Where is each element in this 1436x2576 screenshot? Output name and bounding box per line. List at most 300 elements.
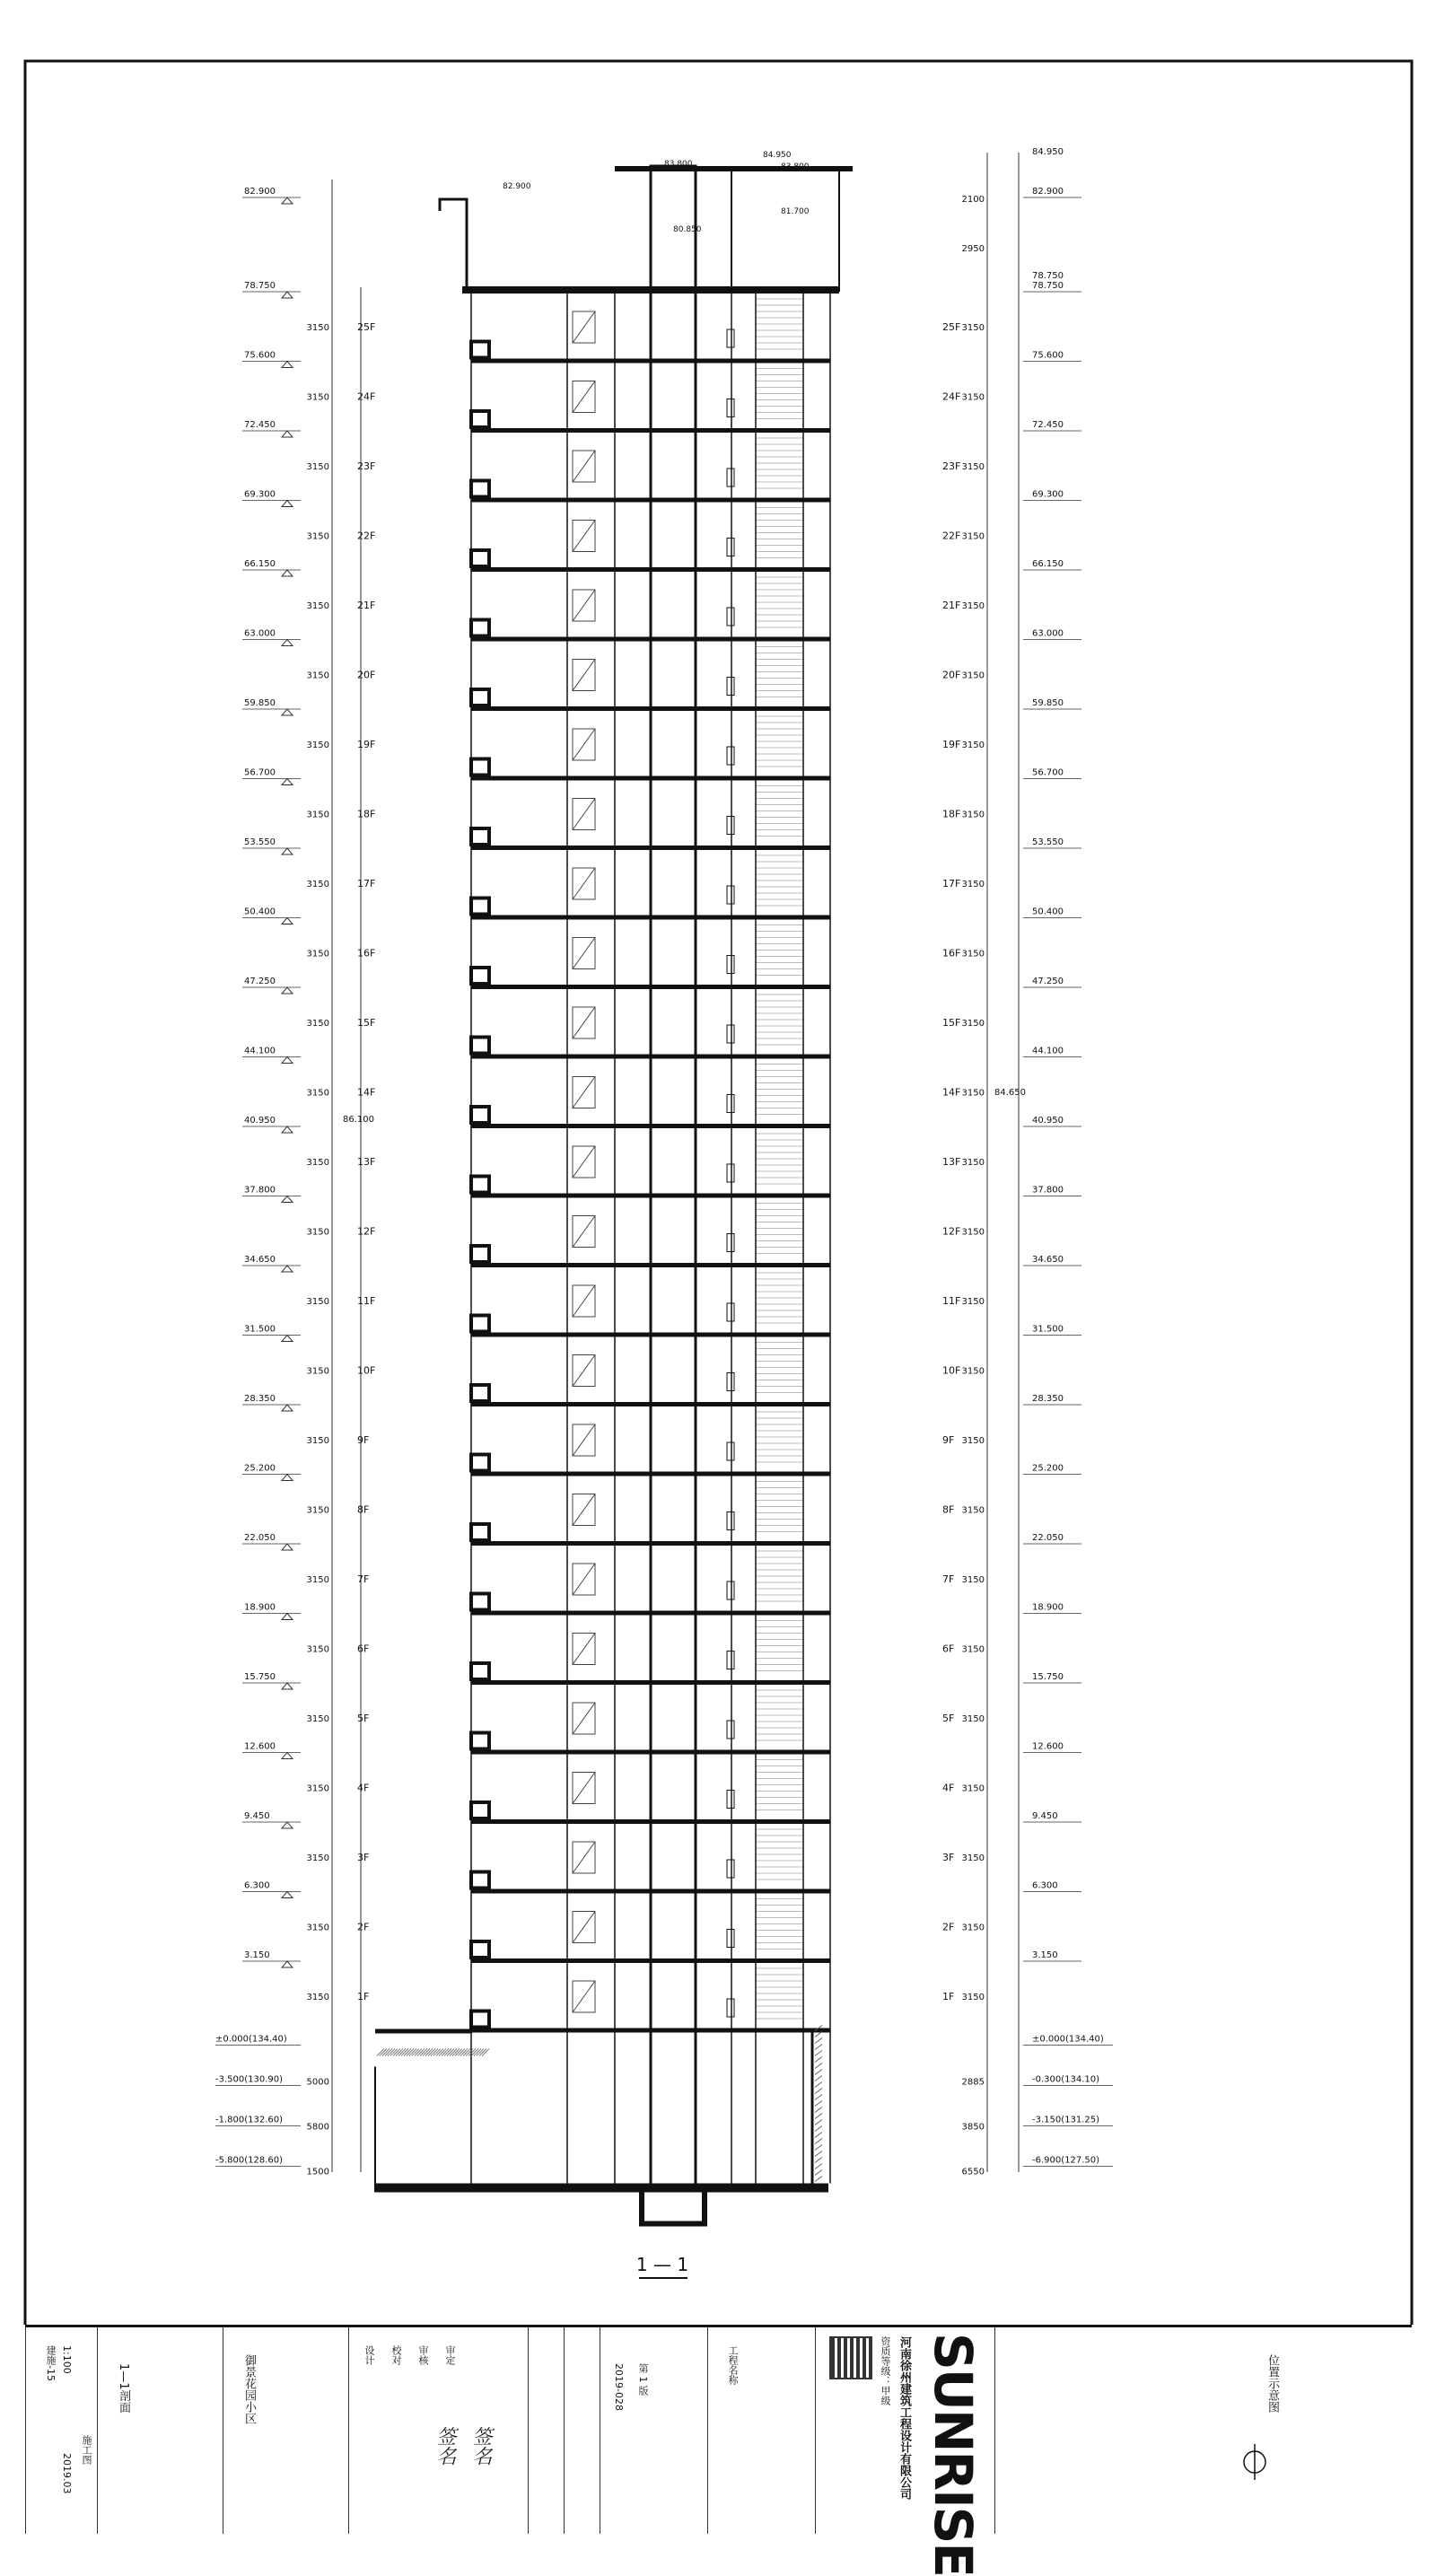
elevation-label-left: 25.200 [244,1463,276,1474]
door-swing [573,451,595,482]
floor-dimension-right: 3150 [961,1574,985,1585]
balcony [471,898,489,915]
floor-label-right: 4F [942,1782,955,1794]
elevation-label-left: 47.250 [244,977,276,986]
elevation-label-left: 50.400 [244,907,276,917]
roof-level-label: 81.700 [781,207,810,216]
door-swing [573,799,595,830]
floor-label-left: 14F [357,1086,376,1099]
door-swing [573,1007,595,1038]
qr-code-icon [829,2336,872,2379]
door-swing [573,311,595,343]
floor-label-right: 22F [942,530,961,542]
floor-dimension-left: 3150 [306,1296,329,1307]
elevation-label-right: 25.200 [1032,1463,1064,1474]
balcony [471,759,489,775]
floor-dimension-right: 3150 [961,531,985,542]
ground-hatch [815,2151,822,2157]
balcony [471,620,489,636]
elevation-marker [282,1892,293,1898]
elevation-label-left: 44.100 [244,1046,276,1056]
ground-hatch [815,2063,822,2069]
floor-label-left: 13F [357,1155,376,1168]
elevation-label-right: 6.300 [1032,1880,1058,1891]
floor-dimension-left: 3150 [306,879,329,889]
elevation-marker [282,1822,293,1828]
balcony [471,689,489,705]
floor-dimension-left: 3150 [306,1366,329,1377]
floor-label-left: 18F [357,808,376,820]
elevation-marker [282,709,293,715]
window [727,817,734,835]
elevation-marker [282,1544,293,1550]
floor-label-right: 17F [942,877,961,889]
signature-1: 签名 [433,2426,456,2466]
ground-hatch [815,2095,822,2100]
window [727,1791,734,1809]
floor-dimension-left: 3150 [306,1157,329,1168]
window [727,1721,734,1739]
elevation-label-right: 34.650 [1032,1255,1064,1265]
balcony [471,1316,489,1332]
floor-dimension-left: 3150 [306,1783,329,1794]
elevation-label-left: 37.800 [244,1185,276,1196]
date: 2019.03 [61,2453,73,2494]
elevation-marker [282,1405,293,1411]
elevation-label-right: 75.600 [1032,350,1064,361]
floor-label-right: 16F [942,947,961,959]
elevation-label-right: 47.250 [1032,977,1064,986]
elevation-label-left: 34.650 [244,1255,276,1265]
balcony [471,1524,489,1540]
window [727,1373,734,1391]
floor-dimension-right: 3150 [961,1923,985,1933]
floor-dimension-right: 3150 [961,810,985,820]
elevation-marker [282,1057,293,1064]
elevation-marker [282,1266,293,1272]
balcony [471,550,489,566]
ground-hatch [815,2089,822,2094]
ground-hatch [815,2107,822,2113]
window [727,539,734,556]
reviewer-label: 审核 [417,2345,429,2365]
floor-label-right: 21F [942,599,961,611]
balcony [471,1107,489,1123]
floor-label-right: 2F [942,1921,955,1933]
ground-hatch [815,2051,822,2056]
window [727,1930,734,1948]
ground-hatch [815,2126,822,2132]
floor-label-right: 8F [942,1503,955,1516]
elevation-label-left: 78.750 [244,281,276,291]
basement-dimension-left: 5000 [306,2077,329,2088]
roof-level-label: 84.950 [763,151,792,160]
elevation-marker [282,848,293,854]
window [727,1303,734,1321]
ground-hatch [815,2045,822,2050]
window [727,956,734,974]
door-swing [573,590,595,621]
door-swing [573,1634,595,1665]
floor-label-left: 21F [357,599,376,611]
elevation-label-left: 3.150 [244,1950,270,1960]
floor-dimension-right: 3150 [961,322,985,333]
sheet-border [25,61,1412,2325]
balcony [471,1663,489,1679]
floor-dimension-left: 3150 [306,1923,329,1933]
floor-label-right: 15F [942,1016,961,1029]
elevation-label-right: 3.150 [1032,1950,1058,1960]
floor-label-left: 15F [357,1016,376,1029]
elevation-label-right: 9.450 [1032,1811,1058,1821]
roof-level-label: 83.800 [664,160,693,169]
balcony [471,342,489,358]
drawing-no: 建施-15 [45,2345,57,2381]
elevation-label-right: 37.800 [1032,1185,1064,1196]
basement-level-right: -3.150(131.25) [1032,2115,1100,2125]
balcony [471,1177,489,1193]
elevation-marker [282,1961,293,1967]
elevation-label-right: 82.900 [1032,187,1064,197]
window [727,1025,734,1043]
phase: 施工图 [81,2435,92,2465]
ground-hatch [815,2133,822,2138]
door-swing [573,1424,595,1456]
floor-dimension-left: 3150 [306,322,329,333]
basement-dimension-left: 1500 [306,2167,329,2177]
floor-label-right: 5F [942,1712,955,1724]
elevation-label-left: 53.550 [244,837,276,847]
elevation-label-left: 22.050 [244,1533,276,1543]
elevation-label-right: 40.950 [1032,1116,1064,1126]
floor-label-right: 11F [942,1294,961,1307]
floor-label-right: 3F [942,1851,955,1863]
elevation-marker [282,431,293,437]
elevation-label-right: 44.100 [1032,1046,1064,1056]
ground-hatch [815,2139,822,2144]
floor-dimension-left: 3150 [306,949,329,959]
floor-dimension-right: 3150 [961,1088,985,1099]
window [727,678,734,696]
building-section [375,166,853,2224]
balcony [471,1455,489,1471]
door-swing [573,729,595,760]
project-no: 2019-028 [613,2363,625,2411]
ground-hatch [815,2101,822,2107]
drawing-title: 1—1剖面 [117,2363,130,2414]
basement-level-right: ±0.000(134.40) [1032,2034,1104,2045]
door-swing [573,1703,595,1734]
floor-dimension-left: 3150 [306,1018,329,1029]
floor-dimension-right: 3150 [961,1018,985,1029]
roof-dimension-right: 2950 [961,244,985,254]
balcony [471,1941,489,1958]
floor-label-left: 23F [357,460,376,472]
ground-hatch [815,2114,822,2119]
window [727,608,734,626]
floor-dimension-left: 3150 [306,1713,329,1724]
floor-dimension-left: 3150 [306,531,329,542]
balcony [471,1733,489,1749]
door-swing [573,660,595,691]
roof-top-slab [615,166,853,171]
window [727,1652,734,1669]
floor-label-left: 1F [357,1990,370,2002]
basement-level-left: -1.800(132.60) [215,2115,284,2125]
basement-slab [375,2184,828,2193]
elevation-label-right: 53.550 [1032,837,1064,847]
project-name: 御景花园小区 [242,2354,256,2424]
elevation-label-right: 66.150 [1032,559,1064,569]
balcony [471,481,489,497]
ground-hatch [815,2158,822,2163]
floor-dimension-right: 3150 [961,392,985,403]
elevation-marker [282,1683,293,1689]
basement-dimension-left: 5800 [306,2122,329,2133]
window [727,469,734,486]
balcony [471,1385,489,1401]
window [727,1164,734,1182]
floor-dimension-left: 3150 [306,1574,329,1585]
elevation-label-left: 75.600 [244,350,276,361]
elevation-label-right: 22.050 [1032,1533,1064,1543]
ground-hatch [815,2170,822,2176]
elevation-marker [282,362,293,368]
window [727,1860,734,1878]
floor-dimension-left: 3150 [306,1088,329,1099]
floor-dimension-left: 3150 [306,1644,329,1655]
basement-dimension-right: 3850 [961,2122,985,2133]
elevation-marker [282,292,293,298]
floor-label-right: 6F [942,1643,955,1655]
basement-dimension-right: 6550 [961,2167,985,2177]
elevation-label-right: 50.400 [1032,907,1064,917]
floor-label-left: 7F [357,1573,370,1585]
door-swing [573,1285,595,1317]
balcony [471,1594,489,1610]
floor-dimension-left: 3150 [306,1227,329,1238]
floor-dimension-right: 3150 [961,1853,985,1863]
floor-label-right: 1F [942,1990,955,2002]
elevation-label-right: 59.850 [1032,698,1064,708]
elevation-marker [282,640,293,646]
balcony [471,828,489,845]
title-block [25,2325,1412,2576]
window [727,1234,734,1252]
ground-hatch [815,2177,822,2182]
door-swing [573,1981,595,2012]
floor-dimension-right: 3150 [961,1505,985,1516]
floor-label-left: 6F [357,1643,370,1655]
project-label: 工程名称 [727,2345,739,2385]
elevation-label-left: 9.450 [244,1811,270,1821]
ground-hatch [815,2120,822,2125]
elevation-label-right: 69.300 [1032,489,1064,500]
floor-label-right: 23F [942,460,961,472]
elevation-label-right: 15.750 [1032,1672,1064,1682]
roof-level-right: 78.750 [1032,271,1064,281]
door-swing [573,1842,595,1873]
window [727,886,734,904]
floor-label-left: 9F [357,1433,370,1446]
floor-dimension-right: 3150 [961,600,985,611]
door-swing [573,1494,595,1526]
door-swing [573,1773,595,1804]
elevation-marker [282,1614,293,1620]
ground-hatch [815,2070,822,2075]
basement-level-right: -0.300(134.10) [1032,2074,1100,2085]
key-plan-label: 位置示意图 [1265,2354,1279,2413]
roof-level-label: 83.800 [781,162,810,171]
window [727,1512,734,1530]
window [727,329,734,347]
elevation-marker [282,987,293,994]
floor-label-left: 2F [357,1921,370,1933]
elevation-label-left: 69.300 [244,489,276,500]
elevation-label-left: 15.750 [244,1672,276,1682]
door-swing [573,1912,595,1943]
floor-label-left: 12F [357,1225,376,1238]
balcony [471,1038,489,1054]
dimension-lines [332,153,1019,2172]
elevation-label-right: 78.750 [1032,281,1064,291]
basement-level-left: ±0.000(134.40) [215,2034,287,2045]
window [727,1999,734,2017]
floor-label-right: 20F [942,669,961,681]
elevation-label-left: 63.000 [244,628,276,639]
floor-dimension-left: 3150 [306,600,329,611]
floor-dimension-right: 3150 [961,1992,985,2002]
floor-dimension-right: 3150 [961,1296,985,1307]
elevation-marker [282,570,293,576]
floor-label-left: 10F [357,1364,376,1377]
door-swing [573,868,595,899]
elevation-marker [282,1753,293,1759]
roof-level-label: 82.900 [503,182,531,191]
elevation-label-left: 56.700 [244,767,276,778]
elevation-label-right: 63.000 [1032,628,1064,639]
door-swing [573,521,595,552]
parapet-left [440,199,467,292]
company-name: 河南徐州建筑工程设计有限公司 [898,2336,911,2500]
floor-label-right: 13F [942,1155,961,1168]
door-swing [573,938,595,969]
door-swing [573,1077,595,1108]
elevation-labels [215,147,1113,2177]
elevation-marker [282,918,293,924]
balcony [471,968,489,984]
floor-dimension-right: 3150 [961,1157,985,1168]
scale: 1:100 [61,2345,73,2374]
elevation-marker [282,501,293,507]
signature-2: 签名 [469,2426,492,2466]
floor-dimension-left: 3150 [306,1435,329,1446]
floor-label-right: 25F [942,320,961,333]
elevation-label-right: 72.450 [1032,420,1064,430]
elevation-marker [282,1126,293,1133]
checker-label: 校对 [390,2345,402,2365]
floor-label-left: 16F [357,947,376,959]
window [727,399,734,417]
floor-label-left: 8F [357,1503,370,1516]
floor-dimension-right: 3150 [961,1713,985,1724]
floor-label-left: 22F [357,530,376,542]
floor-label-right: 9F [942,1433,955,1446]
ground-slab-left [375,2029,472,2034]
floor-label-left: 3F [357,1851,370,1863]
floor-label-left: 17F [357,877,376,889]
floor-dimension-left: 3150 [306,740,329,750]
floor-dimension-right: 3150 [961,1366,985,1377]
door-swing [573,1355,595,1387]
balcony [471,1246,489,1262]
total-height-right: 84.650 [994,1088,1026,1098]
elevation-label-right: 56.700 [1032,767,1064,778]
floor-label-left: 25F [357,320,376,333]
total-height-left: 86.100 [343,1115,374,1125]
elevation-label-right: 28.350 [1032,1394,1064,1404]
roof-level-label: 80.850 [673,225,702,234]
elevation-label-left: 66.150 [244,559,276,569]
roof-level-right: 84.950 [1032,147,1064,157]
floor-label-right: 24F [942,390,961,403]
floor-label-left: 4F [357,1782,370,1794]
elevation-label-right: 12.600 [1032,1741,1064,1752]
elevation-label-left: 31.500 [244,1324,276,1335]
door-swing [573,1146,595,1178]
designer-label: 设计 [363,2345,375,2365]
door-swing [573,1216,595,1248]
basement-level-left: -3.500(130.90) [215,2074,284,2085]
window [727,747,734,765]
floor-dimension-right: 3150 [961,740,985,750]
floor-label-right: 18F [942,808,961,820]
floor-dimension-right: 3150 [961,461,985,472]
door-swing [573,1564,595,1595]
window [727,1442,734,1460]
floor-label-left: 20F [357,669,376,681]
floor-dimension-left: 3150 [306,670,329,681]
floor-dimension-right: 3150 [961,879,985,889]
elevation-label-left: 12.600 [244,1741,276,1752]
elevation-marker [282,1475,293,1481]
company-logo: SUNRISE [923,2333,984,2576]
ground-hatch [815,2038,822,2044]
basement-level-left: -5.800(128.60) [215,2155,284,2166]
floor-dimension-left: 3150 [306,392,329,403]
floor-label-right: 19F [942,738,961,750]
floor-dimension-right: 3150 [961,1783,985,1794]
elevation-marker [282,779,293,785]
floor-dimension-right: 3150 [961,1227,985,1238]
balcony [471,411,489,427]
window [727,1582,734,1599]
basement-level-right: -6.900(127.50) [1032,2155,1100,2166]
floor-dimension-left: 3150 [306,810,329,820]
certificate: 资质等级：甲级 [880,2336,891,2405]
floor-label-left: 5F [357,1712,370,1724]
floor-label-right: 7F [942,1573,955,1585]
ground-hatch [815,2164,822,2169]
window [727,1095,734,1113]
key-plan-icon [1237,2435,1273,2489]
floor-label-right: 10F [942,1364,961,1377]
elevation-label-right: 31.500 [1032,1324,1064,1335]
ground-hatch [815,2082,822,2088]
elevation-label-left: 40.950 [244,1116,276,1126]
elevation-label-left: 6.300 [244,1880,270,1891]
floor-label-right: 12F [942,1225,961,1238]
